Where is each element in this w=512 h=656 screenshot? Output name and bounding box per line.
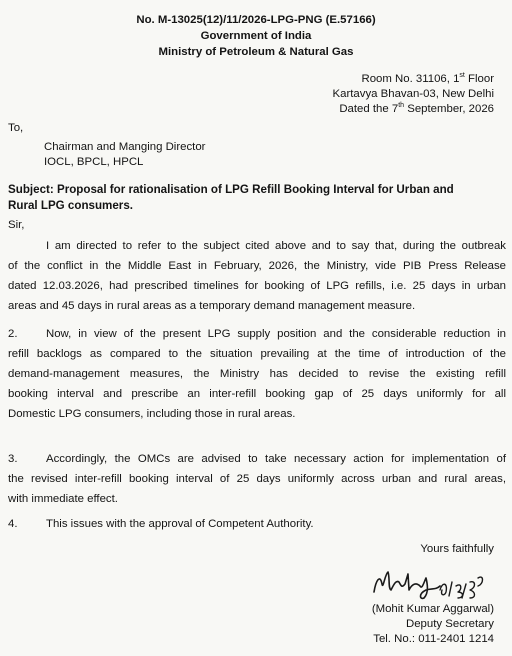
paragraph-3: 3. Accordingly, the OMCs are advised to take necessary action for implementation of the revised inter-refill booking interval of 25 days uniformly across urban and rural areas, with immediate effect. <box>8 453 506 505</box>
signatory-name: (Mohit Kumar Aggarwal) <box>371 603 494 615</box>
yours-faithfully: Yours faithfully <box>420 543 494 555</box>
salutation: Sir, <box>8 219 25 231</box>
recipient-line-2: IOCL, BPCL, HPCL <box>44 156 144 168</box>
file-number: No. M-13025(12)/11/2026-LPG-PNG (E.57166) <box>136 14 376 26</box>
paragraph-4: 4. This issues with the approval of Competent Authority. <box>8 518 314 530</box>
date-line: Dated the 7th September, 2026 <box>339 102 494 115</box>
signature-mark <box>366 560 506 604</box>
room-line: Room No. 31106, 1st Floor <box>361 72 494 85</box>
signatory-telephone: Tel. No.: 011-2401 1214 <box>373 633 494 645</box>
signatory-designation: Deputy Secretary <box>406 618 494 630</box>
ministry-title: Ministry of Petroleum & Natural Gas <box>158 46 354 58</box>
subject: Subject: Proposal for rationalisation of LPG Refill Booking Interval for Urban and Rural LPG consumers. <box>8 183 454 212</box>
paragraph-2: 2. Now, in view of the present LPG supply position and the considerable reduction in refill backlogs as compared to the situation prevailing at the time of introduction of the demand-management measures, the Ministry has decided to revise the existing refill booking interval and prescribe an inter-refill booking gap of 25 days uniformly for all Domestic LPG consumers, including those in rural areas. <box>8 328 506 420</box>
recipient-line-1: Chairman and Manging Director <box>44 141 206 153</box>
to-label: To, <box>8 122 24 134</box>
government-title: Government of India <box>200 30 312 42</box>
building-line: Kartavya Bhavan-03, New Delhi <box>332 88 494 100</box>
office-address <box>333 72 494 117</box>
paragraph-1: I am directed to refer to the subject cited above and to say that, during the outbreak of the conflict in the Middle East in February, 2026, the Ministry, vide PIB Press Release dated 12.03.2026, had prescribed timelines for booking of LPG refills, i.e. 25 days in urban areas and 45 days in rural areas as a temporary demand management measure. <box>8 240 506 312</box>
